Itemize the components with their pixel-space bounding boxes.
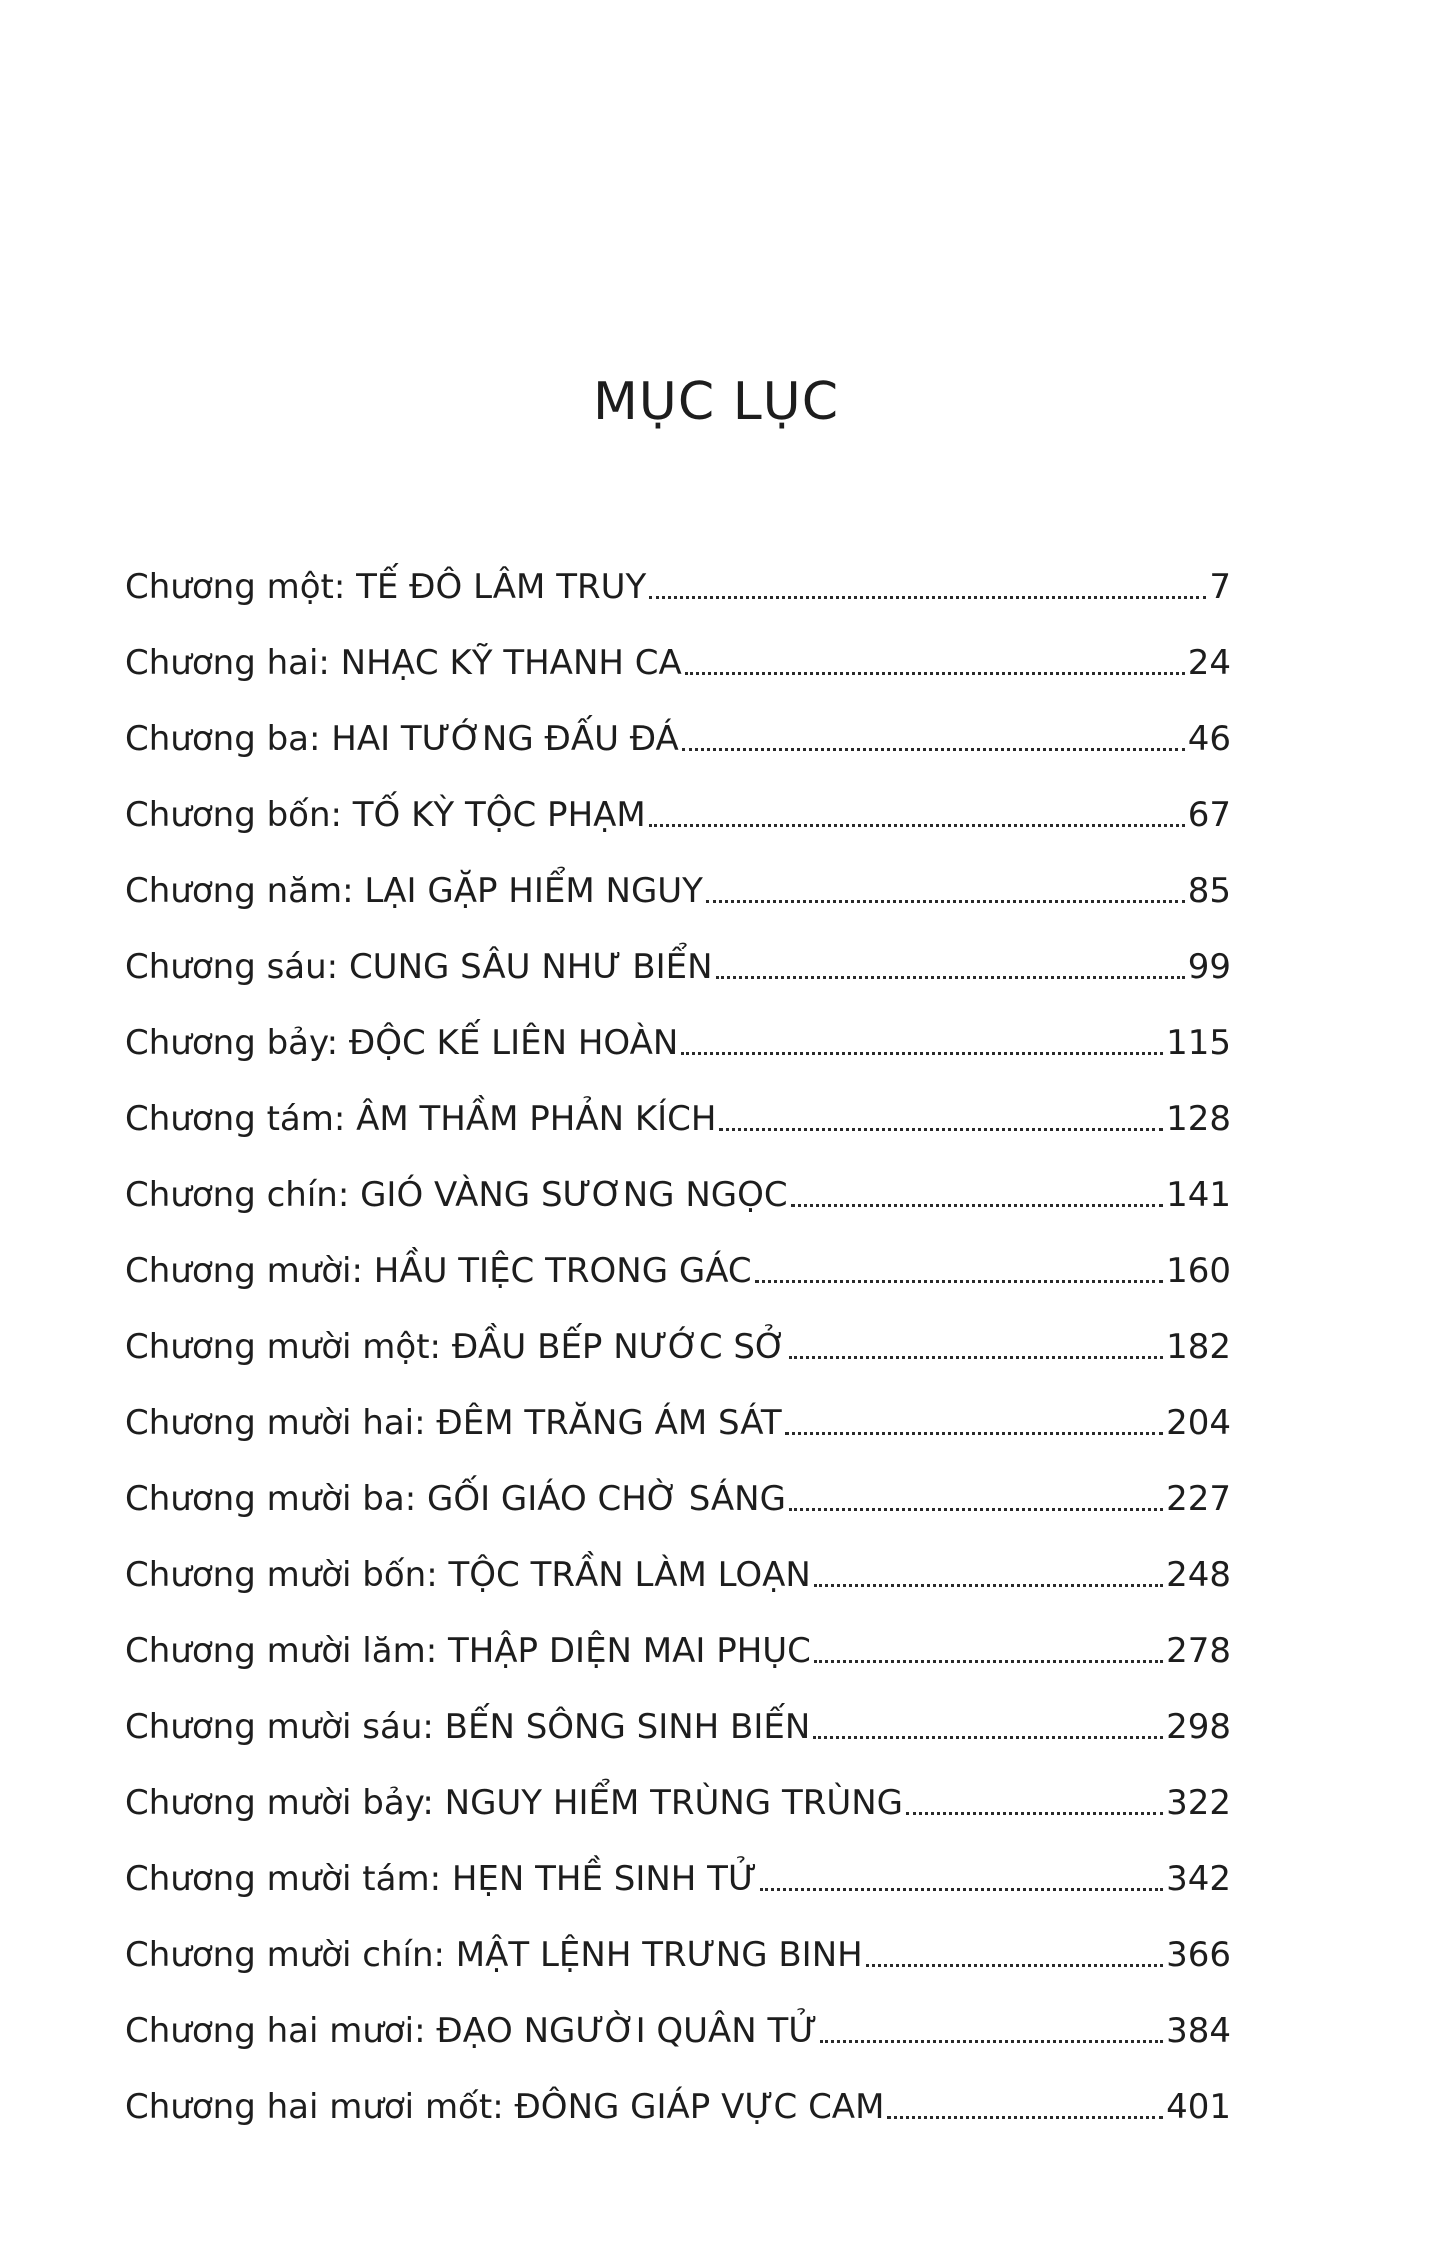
toc-entry-page: 85: [1187, 871, 1231, 911]
toc-entry: [125, 771, 1231, 847]
toc-entry: [125, 695, 1231, 771]
toc-entry-label: Chương tám: ÂM THẦM PHẢN KÍCH: [125, 1099, 717, 1139]
toc-entry-page: 128: [1166, 1099, 1231, 1139]
toc-entry-page: 67: [1187, 795, 1231, 835]
dot-leader: [685, 672, 1185, 675]
toc-entry: [125, 999, 1231, 1075]
dot-leader: [820, 2040, 1163, 2043]
toc-entry-label: Chương mười tám: HẸN THỀ SINH TỬ: [125, 1859, 758, 1899]
toc-entry-page: 141: [1166, 1175, 1231, 1215]
toc-entry: [125, 1835, 1231, 1911]
dot-leader: [887, 2116, 1163, 2119]
page-title: MỤC LỤC: [592, 372, 840, 432]
dot-leader: [716, 976, 1185, 979]
dot-leader: [719, 1128, 1163, 1131]
toc-entry-page: 401: [1166, 2087, 1231, 2127]
toc-entry-label: Chương mười ba: GỐI GIÁO CHỜ SÁNG: [125, 1479, 786, 1519]
dot-leader: [814, 1660, 1163, 1663]
toc-entry-page: 298: [1166, 1707, 1231, 1747]
toc-entry: [125, 1759, 1231, 1835]
toc-entry-label: Chương mười sáu: BẾN SÔNG SINH BIẾN: [125, 1707, 811, 1747]
dot-leader: [682, 748, 1185, 751]
toc-entry-label: Chương một: TẾ ĐÔ LÂM TRUY: [125, 567, 647, 607]
toc-entry: [125, 1379, 1231, 1455]
table-of-contents: [125, 543, 1231, 2139]
toc-entry: [125, 1911, 1231, 1987]
toc-entry-page: 99: [1187, 947, 1231, 987]
toc-entry-page: 24: [1187, 643, 1231, 683]
toc-entry: [125, 847, 1231, 923]
toc-entry-page: 46: [1187, 719, 1231, 759]
toc-entry-page: 7: [1209, 567, 1231, 607]
toc-entry: [125, 1531, 1231, 1607]
dot-leader: [813, 1736, 1163, 1739]
dot-leader: [789, 1508, 1163, 1511]
dot-leader: [755, 1280, 1164, 1283]
toc-entry: [125, 1683, 1231, 1759]
toc-entry-page: 115: [1166, 1023, 1231, 1063]
toc-entry: [125, 1455, 1231, 1531]
toc-entry-label: Chương bảy: ĐỘC KẾ LIÊN HOÀN: [125, 1023, 679, 1063]
toc-entry: [125, 1075, 1231, 1151]
toc-entry-label: Chương ba: HAI TƯỚNG ĐẤU ĐÁ: [125, 719, 679, 759]
toc-entry-label: Chương năm: LẠI GẶP HIỂM NGUY: [125, 871, 703, 911]
toc-entry-page: 248: [1166, 1555, 1231, 1595]
toc-entry-page: 384: [1166, 2011, 1231, 2051]
dot-leader: [791, 1204, 1163, 1207]
toc-entry-label: Chương chín: GIÓ VÀNG SƯƠNG NGỌC: [125, 1175, 788, 1215]
toc-entry-page: 342: [1166, 1859, 1231, 1899]
toc-entry: [125, 923, 1231, 999]
dot-leader: [681, 1052, 1163, 1055]
toc-entry-label: Chương mười lăm: THẬP DIỆN MAI PHỤC: [125, 1631, 811, 1671]
toc-entry-label: Chương hai mươi mốt: ĐÔNG GIÁP VỰC CAM: [125, 2087, 885, 2127]
toc-entry-label: Chương mười hai: ĐÊM TRĂNG ÁM SÁT: [125, 1403, 782, 1443]
toc-entry: [125, 1987, 1231, 2063]
dot-leader: [789, 1356, 1163, 1359]
toc-entry: [125, 619, 1231, 695]
toc-entry-label: Chương mười bảy: NGUY HIỂM TRÙNG TRÙNG: [125, 1783, 904, 1823]
dot-leader: [866, 1964, 1163, 1967]
dot-leader: [649, 596, 1206, 599]
toc-entry-label: Chương mười một: ĐẦU BẾP NƯỚC SỞ: [125, 1327, 787, 1367]
toc-entry-page: 204: [1166, 1403, 1231, 1443]
toc-entry: [125, 543, 1231, 619]
toc-entry-page: 160: [1166, 1251, 1231, 1291]
toc-entry: [125, 1227, 1231, 1303]
toc-entry: [125, 1151, 1231, 1227]
toc-entry: [125, 1607, 1231, 1683]
toc-entry-page: 322: [1166, 1783, 1231, 1823]
dot-leader: [760, 1888, 1163, 1891]
toc-entry-label: Chương hai: NHẠC KỸ THANH CA: [125, 643, 682, 683]
dot-leader: [706, 900, 1185, 903]
toc-entry-page: 366: [1166, 1935, 1231, 1975]
toc-entry-page: 182: [1166, 1327, 1231, 1367]
toc-entry: [125, 2063, 1231, 2139]
toc-entry-label: Chương hai mươi: ĐẠO NGƯỜI QUÂN TỬ: [125, 2011, 818, 2051]
toc-entry-label: Chương sáu: CUNG SÂU NHƯ BIỂN: [125, 947, 713, 987]
toc-entry-label: Chương mười bốn: TỘC TRẦN LÀM LOẠN: [125, 1555, 811, 1595]
dot-leader: [785, 1432, 1163, 1435]
toc-entry-page: 227: [1166, 1479, 1231, 1519]
toc-entry-label: Chương mười: HẦU TIỆC TRONG GÁC: [125, 1251, 752, 1291]
dot-leader: [906, 1812, 1163, 1815]
toc-entry-page: 278: [1166, 1631, 1231, 1671]
dot-leader: [814, 1584, 1163, 1587]
toc-entry-label: Chương bốn: TỐ KỲ TỘC PHẠM: [125, 795, 646, 835]
dot-leader: [649, 824, 1185, 827]
toc-entry-label: Chương mười chín: MẬT LỆNH TRƯNG BINH: [125, 1935, 863, 1975]
toc-entry: [125, 1303, 1231, 1379]
